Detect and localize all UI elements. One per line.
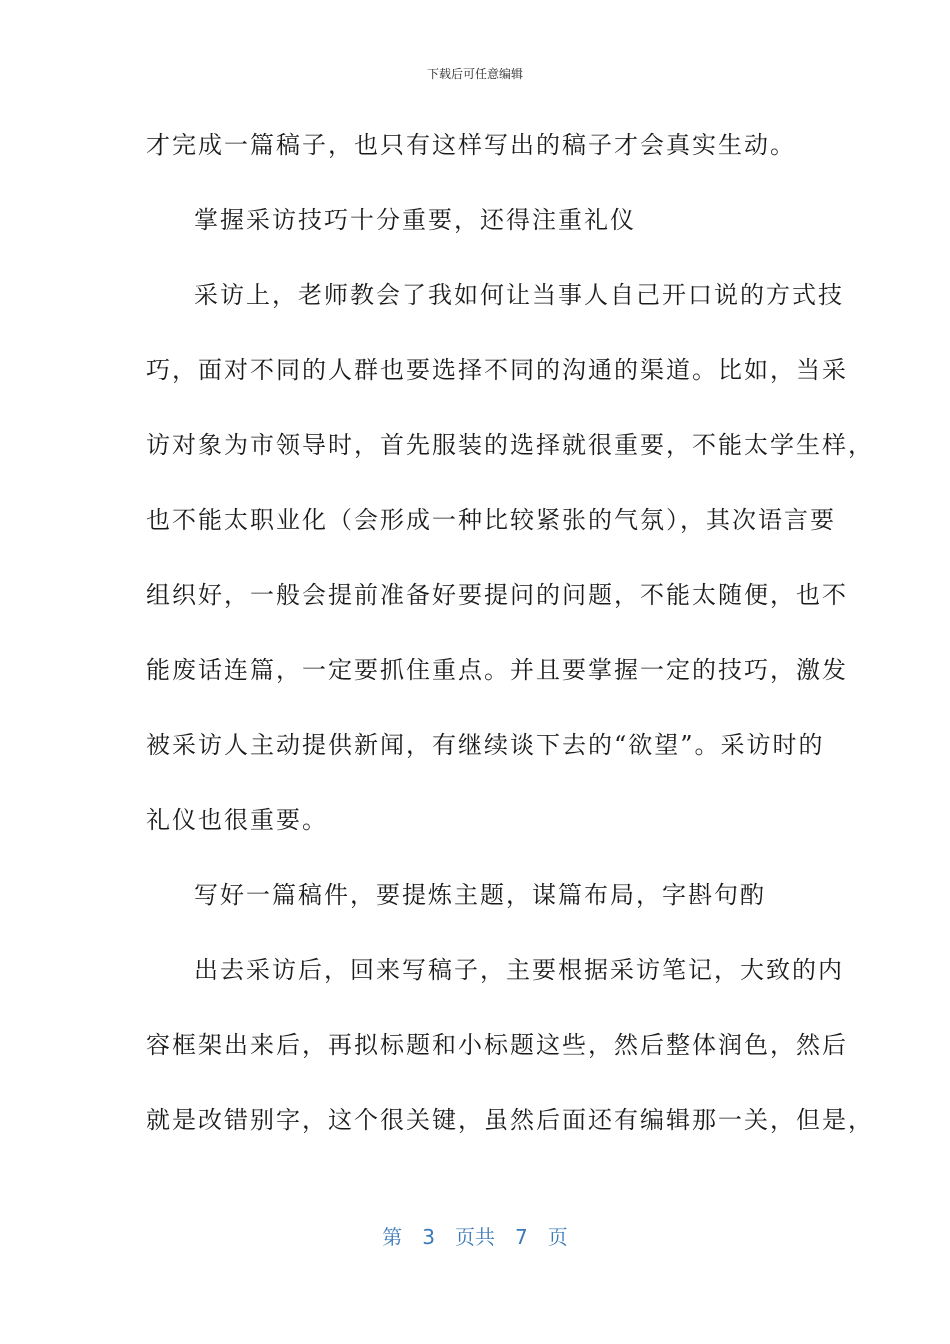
body-line: 巧，面对不同的人群也要选择不同的沟通的渠道。比如，当采 — [146, 356, 848, 384]
body-line: 组织好，一般会提前准备好要提问的问题，不能太随便，也不 — [146, 581, 848, 609]
body-line: 就是改错别字，这个很关键，虽然后面还有编辑那一关，但是， — [146, 1106, 874, 1134]
body-line: 容框架出来后，再拟标题和小标题这些，然后整体润色，然后 — [146, 1031, 848, 1059]
footer-prefix: 第 — [382, 1225, 403, 1249]
footer-middle: 页共 — [455, 1225, 495, 1249]
body-line: 被采访人主动提供新闻，有继续谈下去的“欲望”。采访时的 — [146, 731, 825, 759]
body-line: 能废话连篇，一定要抓住重点。并且要掌握一定的技巧，激发 — [146, 656, 848, 684]
footer-suffix: 页 — [547, 1225, 568, 1249]
body-line: 出去采访后，回来写稿子，主要根据采访笔记，大致的内 — [194, 956, 844, 984]
body-line: 访对象为市领导时，首先服装的选择就很重要，不能太学生样， — [146, 431, 874, 459]
body-line: 才完成一篇稿子，也只有这样写出的稿子才会真实生动。 — [146, 131, 796, 159]
page-footer — [0, 1222, 950, 1252]
body-line: 礼仪也很重要。 — [146, 806, 328, 834]
page-header: 下载后可任意编辑 — [426, 67, 523, 81]
section-heading: 掌握采访技巧十分重要，还得注重礼仪 — [194, 206, 636, 234]
body-line: 采访上，老师教会了我如何让当事人自己开口说的方式技 — [194, 281, 844, 309]
section-heading: 写好一篇稿件，要提炼主题，谋篇布局，字斟句酌 — [194, 881, 766, 909]
total-pages-number: 7 — [515, 1225, 528, 1249]
current-page-number: 3 — [422, 1225, 435, 1249]
body-line: 也不能太职业化（会形成一种比较紧张的气氛），其次语言要 — [146, 506, 836, 534]
document-body — [146, 120, 874, 1170]
